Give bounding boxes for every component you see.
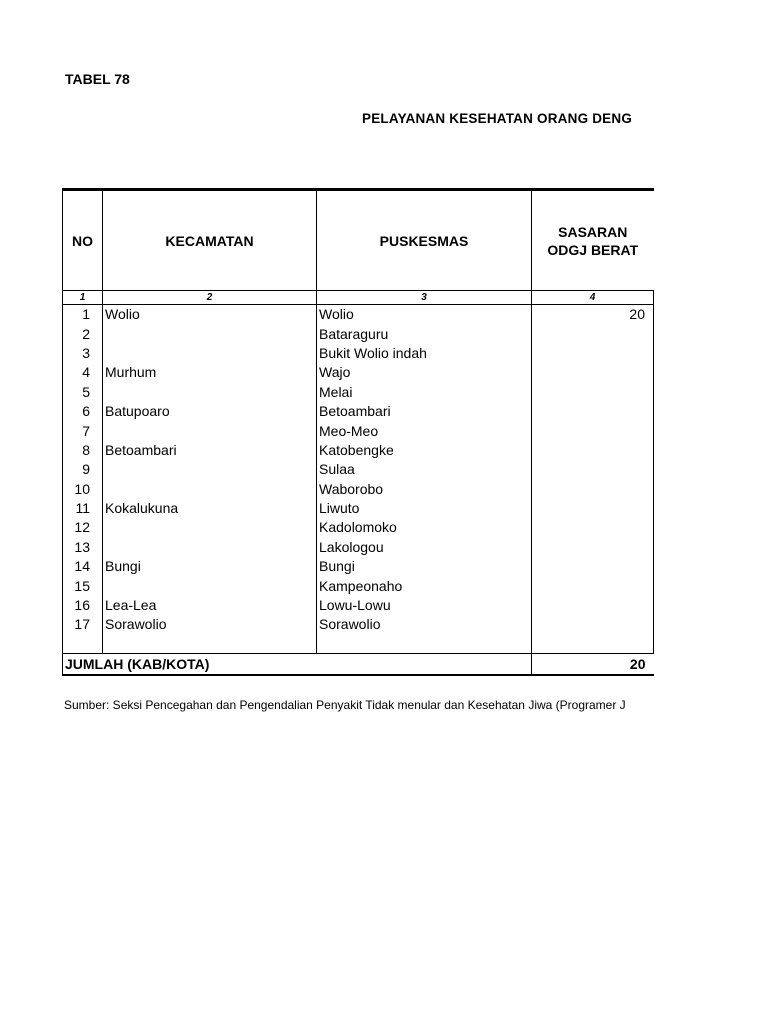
row-sasaran: [532, 383, 654, 402]
header-sasaran-line1: SASARAN: [558, 223, 628, 240]
total-label: JUMLAH (KAB/KOTA): [63, 653, 532, 675]
table-number-label: TABEL 78: [65, 71, 130, 87]
row-no: 6: [63, 402, 103, 421]
spacer-cell: [532, 635, 654, 654]
row-overflow: [654, 402, 655, 421]
row-puskesmas: Bungi: [317, 557, 532, 576]
row-sasaran: 20: [532, 305, 654, 325]
row-kecamatan: Sorawolio: [103, 615, 317, 634]
header-overflow: [654, 190, 655, 291]
row-puskesmas: Sulaa: [317, 460, 532, 479]
column-number-row: [63, 291, 655, 305]
row-no: 15: [63, 576, 103, 595]
row-puskesmas: Bataraguru: [317, 324, 532, 343]
table-row: [63, 441, 655, 460]
row-overflow: [654, 460, 655, 479]
table-row: [63, 499, 655, 518]
row-no: 1: [63, 305, 103, 325]
row-no: 14: [63, 557, 103, 576]
row-puskesmas: Sorawolio: [317, 615, 532, 634]
row-no: 17: [63, 615, 103, 634]
row-no: 16: [63, 596, 103, 615]
table-row: [63, 363, 655, 382]
row-kecamatan: Bungi: [103, 557, 317, 576]
row-sasaran: [532, 344, 654, 363]
row-sasaran: [532, 460, 654, 479]
header-sasaran-line2: ODGJ BERAT: [547, 241, 639, 258]
table-row: [63, 538, 655, 557]
row-kecamatan: Batupoaro: [103, 402, 317, 421]
table-row: [63, 421, 655, 440]
data-table-container: [62, 188, 654, 678]
row-kecamatan: [103, 421, 317, 440]
row-no: 12: [63, 518, 103, 537]
row-overflow: [654, 324, 655, 343]
row-overflow: [654, 480, 655, 499]
row-no: 8: [63, 441, 103, 460]
row-puskesmas: Bukit Wolio indah: [317, 344, 532, 363]
row-kecamatan: [103, 576, 317, 595]
row-no: 5: [63, 383, 103, 402]
table-row: [63, 344, 655, 363]
row-puskesmas: Katobengke: [317, 441, 532, 460]
row-kecamatan: Wolio: [103, 305, 317, 325]
row-puskesmas: Wajo: [317, 363, 532, 382]
row-sasaran: [532, 576, 654, 595]
table-row: [63, 615, 655, 634]
row-sasaran: [532, 615, 654, 634]
row-sasaran: [532, 518, 654, 537]
row-no: 13: [63, 538, 103, 557]
spacer-cell: [317, 635, 532, 654]
row-kecamatan: [103, 324, 317, 343]
row-puskesmas: Melai: [317, 383, 532, 402]
spacer-cell: [63, 635, 103, 654]
row-no: 2: [63, 324, 103, 343]
row-no: 3: [63, 344, 103, 363]
spacer-cell: [103, 635, 317, 654]
total-sasaran: 20: [532, 653, 654, 675]
table-row: [63, 460, 655, 479]
data-table: [62, 188, 654, 676]
column-number-1: 1: [63, 291, 103, 305]
table-row: [63, 576, 655, 595]
row-kecamatan: Murhum: [103, 363, 317, 382]
row-sasaran: [532, 402, 654, 421]
page-title: PELAYANAN KESEHATAN ORANG DENG: [362, 111, 633, 126]
row-sasaran: [532, 363, 654, 382]
row-sasaran: [532, 596, 654, 615]
header-no: NO: [63, 190, 103, 291]
row-sasaran: [532, 557, 654, 576]
row-sasaran: [532, 480, 654, 499]
row-no: 9: [63, 460, 103, 479]
row-puskesmas: Liwuto: [317, 499, 532, 518]
table-row: [63, 402, 655, 421]
row-sasaran: [532, 499, 654, 518]
row-kecamatan: [103, 460, 317, 479]
column-number-overflow: [654, 291, 655, 305]
row-no: 4: [63, 363, 103, 382]
row-puskesmas: Wolio: [317, 305, 532, 325]
row-kecamatan: [103, 344, 317, 363]
row-overflow: [654, 305, 655, 325]
header-sasaran: [532, 190, 654, 291]
table-row: [63, 480, 655, 499]
row-kecamatan: [103, 480, 317, 499]
row-kecamatan: Betoambari: [103, 441, 317, 460]
row-overflow: [654, 615, 655, 634]
row-overflow: [654, 344, 655, 363]
header-kecamatan: KECAMATAN: [103, 190, 317, 291]
row-puskesmas: Kadolomoko: [317, 518, 532, 537]
table-body: [63, 291, 655, 675]
total-overflow: [654, 653, 655, 675]
row-kecamatan: [103, 518, 317, 537]
column-number-2: 2: [103, 291, 317, 305]
row-sasaran: [532, 324, 654, 343]
row-no: 7: [63, 421, 103, 440]
column-number-3: 3: [317, 291, 532, 305]
row-overflow: [654, 363, 655, 382]
row-kecamatan: Kokalukuna: [103, 499, 317, 518]
row-overflow: [654, 576, 655, 595]
row-overflow: [654, 441, 655, 460]
row-overflow: [654, 499, 655, 518]
row-puskesmas: Kampeonaho: [317, 576, 532, 595]
row-sasaran: [532, 421, 654, 440]
total-row: [63, 653, 655, 675]
table-spacer-row: [63, 635, 655, 654]
row-puskesmas: Lowu-Lowu: [317, 596, 532, 615]
row-sasaran: [532, 538, 654, 557]
row-puskesmas: Betoambari: [317, 402, 532, 421]
row-kecamatan: Lea-Lea: [103, 596, 317, 615]
row-puskesmas: Lakologou: [317, 538, 532, 557]
row-overflow: [654, 596, 655, 615]
row-overflow: [654, 518, 655, 537]
table-row: [63, 324, 655, 343]
table-row: [63, 383, 655, 402]
row-no: 11: [63, 499, 103, 518]
header-puskesmas: PUSKESMAS: [317, 190, 532, 291]
row-sasaran: [532, 441, 654, 460]
row-puskesmas: Waborobo: [317, 480, 532, 499]
table-row: [63, 557, 655, 576]
row-overflow: [654, 557, 655, 576]
row-kecamatan: [103, 538, 317, 557]
row-overflow: [654, 383, 655, 402]
column-number-4: 4: [532, 291, 654, 305]
table-row: [63, 305, 655, 325]
row-no: 10: [63, 480, 103, 499]
table-row: [63, 596, 655, 615]
source-note: Sumber: Seksi Pencegahan dan Pengendalian Penyakit Tidak menular dan Kesehatan Jiwa (Programer J: [64, 698, 626, 712]
row-kecamatan: [103, 383, 317, 402]
row-puskesmas: Meo-Meo: [317, 421, 532, 440]
row-overflow: [654, 538, 655, 557]
table-header-row: [63, 190, 655, 291]
row-overflow: [654, 421, 655, 440]
spacer-cell: [654, 635, 655, 654]
table-row: [63, 518, 655, 537]
